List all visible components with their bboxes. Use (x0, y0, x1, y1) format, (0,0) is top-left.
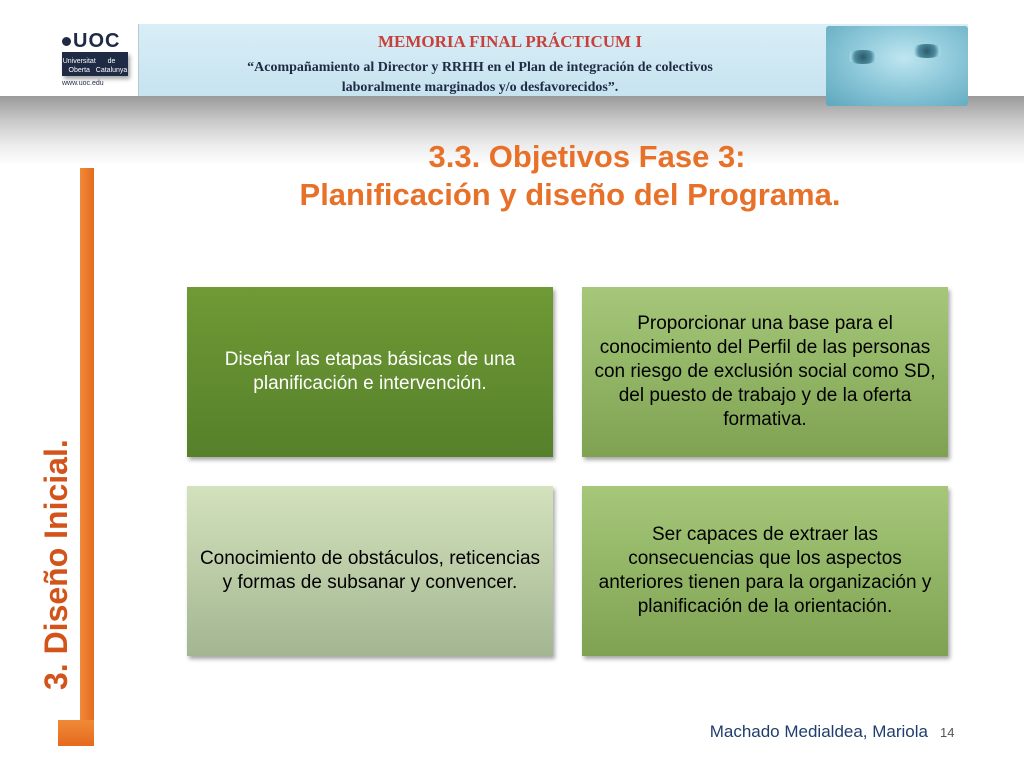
eye-right-icon (910, 44, 944, 58)
logo-url: www.uoc.edu (62, 80, 104, 87)
objective-box-1 (187, 287, 553, 457)
logo-line-1: Universitat Oberta (62, 57, 96, 74)
section-bar-foot (58, 720, 94, 746)
objective-box-3 (187, 486, 553, 656)
objective-box-2 (582, 287, 948, 457)
objective-text-2: Proporcionar una base para el conocimiento del Perfil de las personas con riesgo de exclusión social como SD, del puesto de trabajo y de la oferta formativa. (594, 313, 936, 430)
slide-title-line-1: 3.3. Objetivos Fase 3: (428, 139, 746, 174)
section-label: 3. Diseño Inicial. (38, 439, 74, 690)
header-photo (826, 26, 968, 106)
slide-title-line-2: Planificación y diseño del Programa. (299, 177, 841, 212)
logo-mark: UOC (73, 30, 121, 52)
uoc-logo (58, 24, 139, 96)
memoria-subtitle-line-2: laboralmente marginados y/o desfavorecidos”. (341, 80, 619, 95)
objective-text-4: Ser capaces de extraer las consecuencias que los aspectos anteriores tienen para la organización y planificación de la orientación. (598, 524, 932, 617)
footer-author: Machado Medialdea, Mariola (709, 722, 928, 741)
objective-box-4 (582, 486, 948, 656)
memoria-subtitle (140, 58, 820, 98)
memoria-title: MEMORIA FINAL PRÁCTICUM I (378, 32, 642, 51)
page-number: 14 (940, 725, 955, 740)
section-vertical-bar (80, 168, 94, 746)
logo-line-2: de Catalunya (95, 57, 128, 74)
eye-left-icon (846, 50, 880, 64)
objective-text-3: Conocimiento de obstáculos, reticencias y formas de subsanar y convencer. (199, 548, 541, 593)
memoria-subtitle-line-1: “Acompañamiento al Director y RRHH en el Plan de integración de colectivos (247, 60, 713, 75)
slide-title (120, 138, 1020, 214)
objective-text-1: Diseñar las etapas básicas de una planificación e intervención. (224, 349, 516, 394)
